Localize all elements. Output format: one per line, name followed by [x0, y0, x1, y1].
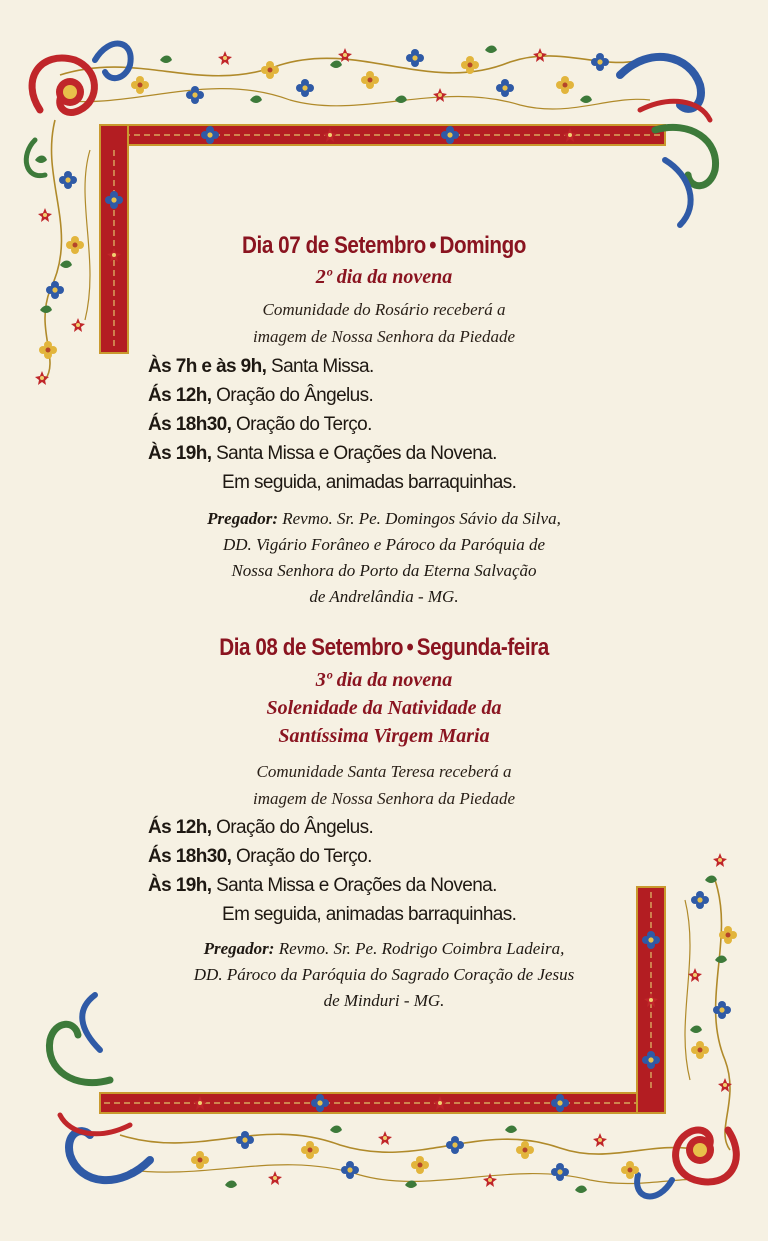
schedule-text: Oração do Terço. — [231, 846, 372, 867]
title-separator: • — [429, 232, 437, 259]
day-08-heading — [54, 634, 714, 662]
day-08-novena-label: 3º dia da novena — [315, 669, 453, 691]
day-08-community-line2: imagem de Nossa Senhora da Piedade — [252, 789, 516, 808]
day-07-community-line1: Comunidade do Rosário receberá a — [262, 300, 506, 319]
day-07-date: Dia 07 de Setembro — [242, 232, 426, 259]
day-07-schedule-item — [148, 385, 373, 407]
day-08-community-line1: Comunidade Santa Teresa receberá a — [256, 762, 512, 781]
schedule-text: Oração do Ângelus. — [211, 817, 374, 838]
day-07-schedule-item — [148, 443, 497, 465]
day-08-weekday: Segunda-feira — [416, 634, 549, 661]
schedule-time: Ás 12h, — [148, 385, 212, 406]
day-08-solemnity-line2: Santíssima Virgem Maria — [278, 725, 490, 747]
schedule-text: Santa Missa e Orações da Novena. — [211, 875, 497, 896]
day-07-schedule-item — [148, 356, 374, 378]
day-07-preacher-line2: DD. Vigário Forâneo e Pároco da Paróquia de — [222, 535, 545, 554]
preacher-label: Pregador: — [207, 509, 278, 528]
schedule-time: Às 19h, — [148, 875, 212, 896]
preacher-name: Revmo. Sr. Pe. Domingos Sávio da Silva, — [278, 509, 561, 528]
day-08-schedule-continuation: Em seguida, animadas barraquinhas. — [222, 904, 517, 925]
day-07-schedule-item — [148, 414, 372, 436]
day-08-solemnity-line1: Solenidade da Natividade da — [266, 697, 502, 719]
schedule-text: Oração do Terço. — [231, 414, 372, 435]
schedule-text: Oração do Ângelus. — [211, 385, 374, 406]
title-separator: • — [406, 634, 414, 661]
day-08-preacher-line2: DD. Pároco da Paróquia do Sagrado Coração de Jesus — [193, 965, 575, 984]
day-07-community-line2: imagem de Nossa Senhora da Piedade — [252, 327, 516, 346]
day-07-preacher-line3: Nossa Senhora do Porto da Eterna Salvação — [231, 561, 537, 580]
day-07-novena-label: 2º dia da novena — [315, 266, 453, 288]
preacher-name: Revmo. Sr. Pe. Rodrigo Coimbra Ladeira, — [274, 939, 565, 958]
schedule-time: Às 19h, — [148, 443, 212, 464]
day-08-preacher-line3: de Minduri - MG. — [323, 991, 445, 1010]
day-07-heading — [54, 232, 714, 260]
day-07-preacher-line4: de Andrelândia - MG. — [309, 587, 459, 606]
preacher-label: Pregador: — [203, 939, 275, 958]
day-08-schedule-item — [148, 875, 497, 897]
day-07-schedule-continuation: Em seguida, animadas barraquinhas. — [222, 472, 517, 493]
schedule-text: Santa Missa. — [266, 356, 374, 377]
schedule-time: Às 7h e às 9h, — [148, 356, 267, 377]
day-07-weekday: Domingo — [439, 232, 526, 259]
day-07-preacher-line1 — [0, 505, 768, 532]
schedule-time: Ás 18h30, — [148, 846, 232, 867]
schedule-time: Ás 18h30, — [148, 414, 232, 435]
day-08-date: Dia 08 de Setembro — [219, 634, 404, 661]
day-08-preacher-line1 — [0, 935, 768, 962]
schedule-text: Santa Missa e Orações da Novena. — [211, 443, 497, 464]
day-08-schedule-item — [148, 846, 372, 868]
schedule-time: Ás 12h, — [148, 817, 212, 838]
day-08-schedule-item — [148, 817, 373, 839]
